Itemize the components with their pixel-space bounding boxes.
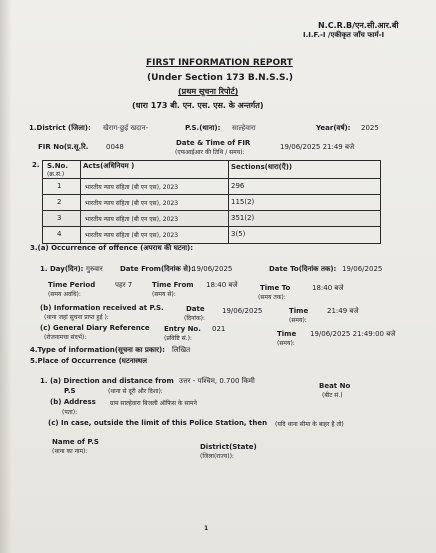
gd-time-value: 19/06/2025 21:49:00 बजे xyxy=(310,330,396,338)
col-acts-header: Acts(अधिनियम ) xyxy=(83,162,135,170)
district-state-label-hi: (जिला(राज्य)): xyxy=(200,453,234,460)
place-heading: 5.Place of Occurrence (घटनास्थल xyxy=(30,357,147,365)
row-sno: 1 xyxy=(57,182,62,190)
beat-label: Beat No xyxy=(319,382,351,390)
fir-datetime-value: 19/06/2025 21:49 बजे xyxy=(280,143,355,151)
address-label-hi: (पता): xyxy=(62,409,78,416)
district-value: खैराग-छुई खदान- xyxy=(103,124,149,132)
info-date-value: 19/06/2025 xyxy=(222,307,263,315)
date-to-label: Date To(दिनांक तक): xyxy=(269,265,337,273)
iif-header: I.I.F.-I /एकीकृत जाँच फार्म-I xyxy=(303,31,385,39)
row-sno: 3 xyxy=(57,214,62,222)
direction-value: उत्तर - पश्चिम, 0.700 किमी xyxy=(179,377,255,385)
address-label: (b) Address xyxy=(50,398,96,406)
report-section-hindi: (धारा 173 बी. एन. एस. एस. के अन्तर्गत) xyxy=(132,101,264,110)
col-sno-header-hi: (क्र.सं.) xyxy=(47,171,65,178)
fir-datetime-label-hi: (एफआईआर की तिथि / समय): xyxy=(175,149,245,156)
gd-time-label: Time xyxy=(277,330,297,338)
day-label: 1. Day(दिन): xyxy=(40,265,84,273)
gd-reference-label-hi: (रोजनामचा संदर्भ): xyxy=(44,334,87,341)
gd-entry-value: 021 xyxy=(212,325,226,333)
row-act: भारतीय न्याय संहिता (बी एन एस), 2023 xyxy=(85,200,179,207)
row-act: भारतीय न्याय संहिता (बी एन एस), 2023 xyxy=(85,184,179,191)
date-from-value: 19/06/2025 xyxy=(192,265,233,273)
info-time-value: 21:49 बजे xyxy=(327,307,359,315)
row-section: 351(2) xyxy=(231,214,255,222)
report-title-hindi: (प्रथम सूचना रिपोर्ट) xyxy=(178,87,239,96)
row-sno: 2 xyxy=(57,198,62,206)
year-label: Year(वर्ष): xyxy=(316,124,351,132)
info-date-label-hi: (दिनांक): xyxy=(184,315,205,322)
year-value: 2025 xyxy=(361,124,379,132)
row-section: 3(5) xyxy=(231,230,246,238)
occurrence-heading: 3.(a) Occurrence of offence (अपराध की घटना): xyxy=(30,244,194,252)
page-number: 1 xyxy=(204,525,209,532)
time-to-label-hi: (समय तक): xyxy=(258,294,286,301)
address-value: ग्राम साल्हेवारा बिजली ऑफिस के सामने xyxy=(110,400,197,407)
info-type-label: 4.Type of information(सूचना का प्रकार): xyxy=(30,346,165,354)
time-from-value: 18:40 बजे xyxy=(206,281,238,289)
info-date-label: Date xyxy=(186,305,205,313)
time-period-label: Time Period xyxy=(48,281,96,289)
time-from-label-hi: (समय से): xyxy=(152,291,176,298)
info-time-label: Time xyxy=(289,307,309,315)
time-to-value: 18:40 बजे xyxy=(312,284,344,292)
row-act: भारतीय न्याय संहिता (बी एन एस), 2023 xyxy=(85,232,179,239)
info-received-label: (b) Information received at P.S. xyxy=(40,304,164,312)
gd-entry-label: Entry No. xyxy=(164,325,201,333)
time-period-label-hi: (समय अवधि): xyxy=(48,291,81,298)
row-act: भारतीय न्याय संहिता (बी एन एस), 2023 xyxy=(85,216,179,223)
outside-limit-label-hi: (यदि थाना सीमा के बाहर है तो) xyxy=(275,421,344,428)
gd-reference-label: (c) General Diary Reference xyxy=(40,324,150,332)
time-from-label: Time From xyxy=(152,281,194,289)
ps-value: साल्हेवारा xyxy=(232,124,256,132)
direction-label-hi: (थाना से दूरी और दिशा): xyxy=(108,388,163,395)
district-state-label: District(State) xyxy=(200,443,257,451)
fir-datetime-label: Date & Time of FIR xyxy=(176,139,251,147)
time-period-value: पहर 7 xyxy=(115,281,133,289)
district-label: 1.District (जिला): xyxy=(29,124,91,132)
col-sno-header: S.No. xyxy=(47,162,69,170)
col-sections-header: Sections(धारा(एँ)) xyxy=(231,163,293,171)
info-type-value: लिखित xyxy=(172,346,191,354)
page-edge-shadow xyxy=(0,0,12,553)
time-to-label: Time To xyxy=(260,284,291,292)
acts-section-number: 2. xyxy=(32,161,40,169)
ncrb-header: N.C.R.B/एन.सी.आर.बी xyxy=(318,21,399,30)
report-title: FIRST INFORMATION REPORT xyxy=(146,58,293,68)
day-value: गुरुवार xyxy=(86,265,103,273)
direction-label: 1. (a) Direction and distance from xyxy=(40,377,174,385)
row-sno: 4 xyxy=(57,230,62,238)
date-to-value: 19/06/2025 xyxy=(342,265,383,273)
info-time-label-hi: (समय): xyxy=(289,317,307,324)
ps-label: P.S.(थाना): xyxy=(185,124,221,132)
beat-label-hi: (बीट सं.) xyxy=(322,392,343,399)
outside-limit-label: (c) In case, outside the limit of this Police Station, then xyxy=(48,419,268,427)
acts-table xyxy=(42,160,381,244)
row-section: 296 xyxy=(231,182,245,190)
fir-no-value: 0048 xyxy=(106,143,124,151)
name-ps-label: Name of P.S xyxy=(52,438,99,446)
direction-ps: P.S xyxy=(64,387,76,395)
gd-time-label-hi: (समय): xyxy=(277,340,295,347)
name-ps-label-hi: (थाना का नाम): xyxy=(52,448,88,455)
info-received-label-hi: (थाना जहां सूचना प्राप्त हुई ): xyxy=(44,314,109,321)
gd-entry-label-hi: (प्रविष्टि सं.): xyxy=(164,335,192,342)
row-section: 115(2) xyxy=(231,198,255,206)
fir-no-label: FIR No(प्र.सू.रि. xyxy=(38,143,89,151)
date-from-label: Date From(दिनांक से): xyxy=(120,265,194,273)
report-section: (Under Section 173 B.N.S.S.) xyxy=(147,73,294,83)
